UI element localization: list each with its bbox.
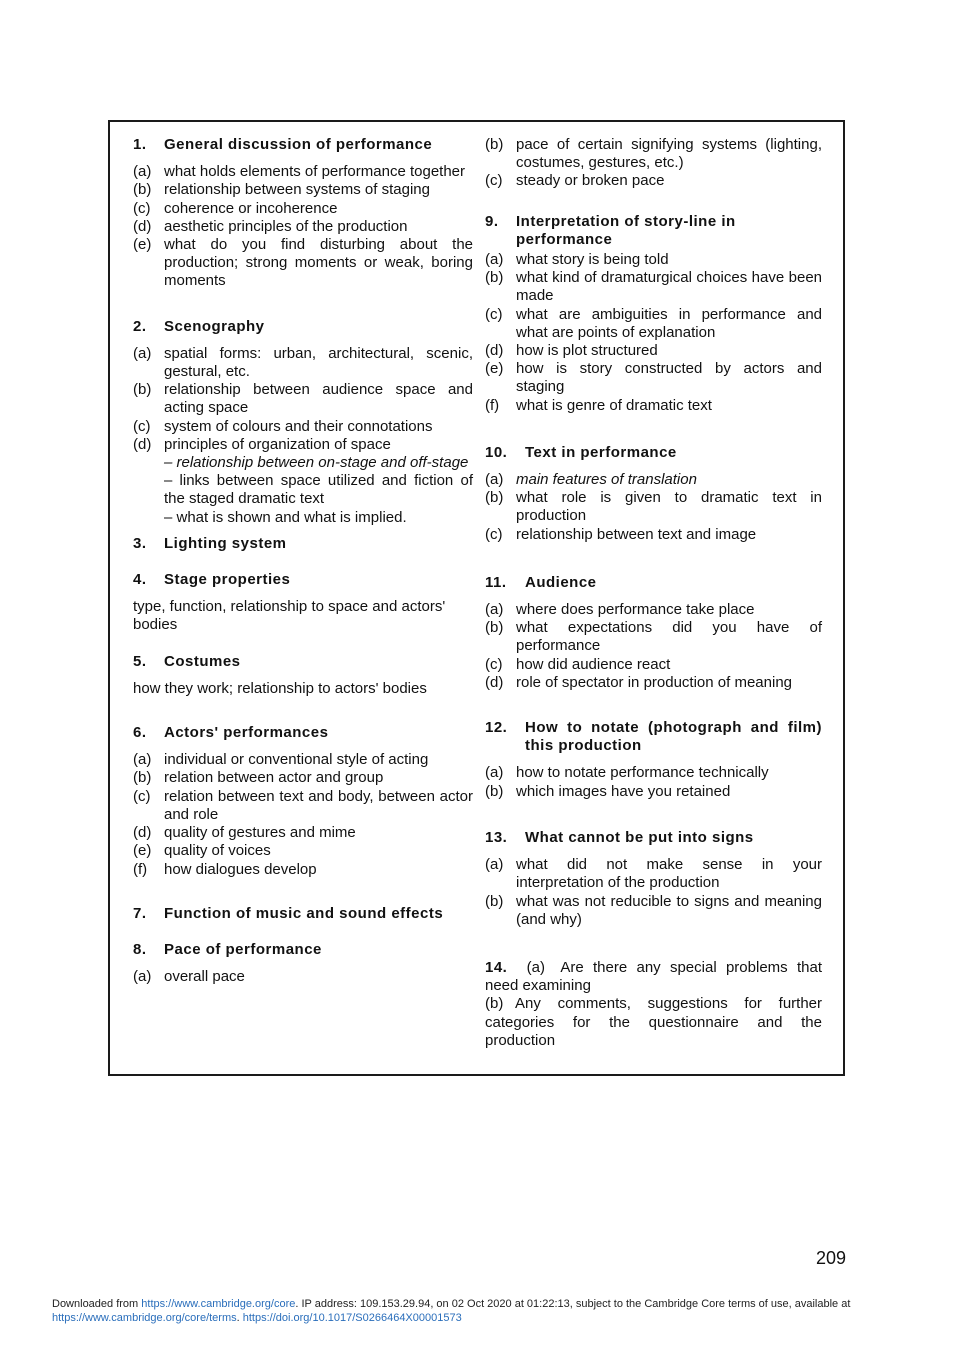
section-title: Scenography: [164, 317, 265, 335]
item-text: how dialogues develop: [164, 860, 317, 878]
item-text: relationship between text and image: [516, 525, 757, 543]
list-item: [485, 619, 822, 655]
footer-link-core[interactable]: https://www.cambridge.org/core: [141, 1298, 296, 1310]
item-text: what role is given to dramatic text in production: [516, 489, 822, 525]
section-title: General discussion of performance: [164, 136, 433, 153]
section-number: 9.: [485, 212, 499, 230]
item-text: what expectations did you have of performance: [516, 619, 822, 655]
item-text: what is genre of dramatic text: [516, 396, 712, 414]
list-item: [485, 172, 822, 190]
item-text: spatial forms: urban, architectural, scenic, gestural, etc.: [164, 344, 473, 381]
item-label: (b): [133, 381, 152, 399]
item-text: what did not make sense in your interpretation of the production: [516, 856, 822, 892]
footer-middle: . IP address: 109.153.29.94, on 02 Oct 2020 at 01:22:13, subject to the Cambridge Core terms of use, available at: [295, 1298, 851, 1310]
item-text: individual or conventional style of acting: [164, 751, 429, 769]
list-item: [133, 968, 473, 986]
footer-link-doi[interactable]: https://doi.org/10.1017/S0266464X00001573: [242, 1312, 462, 1324]
section-heading: [133, 653, 473, 671]
list-item: [133, 236, 473, 291]
section-7: [133, 905, 473, 923]
item-label: (b): [133, 181, 152, 199]
list-item: [485, 526, 822, 544]
section-4: [133, 571, 473, 635]
list-item: [133, 769, 473, 787]
item-text: relationship between systems of staging: [164, 181, 430, 199]
section-number: 10.: [485, 443, 508, 461]
item-text: what was not reducible to signs and meaning (and why): [516, 892, 822, 928]
item-text: what are ambiguities in performance and what are points of explanation: [516, 305, 822, 341]
list-item: [133, 824, 473, 842]
item-label: (a): [485, 601, 504, 619]
item-label: (c): [485, 172, 503, 190]
item-label: (d): [133, 824, 152, 842]
left-column: [133, 136, 473, 986]
item-text: relationship between audience space and acting space: [164, 381, 473, 417]
questionnaire-box: [108, 120, 845, 1076]
item-text: what kind of dramaturgical choices have been made: [516, 269, 822, 305]
page-number: 209: [816, 1248, 847, 1268]
section-number: 2.: [133, 317, 147, 335]
section-11: [485, 574, 822, 692]
item-label: (c): [133, 417, 151, 435]
section-title: Stage properties: [164, 571, 291, 589]
item-text: relation between text and body, between actor and role: [164, 787, 473, 823]
list-item: [133, 436, 473, 454]
section-2: [133, 318, 473, 527]
item-label: (b): [485, 269, 504, 287]
list-item: [485, 471, 822, 489]
section-10: [485, 444, 822, 544]
list-item: [133, 418, 473, 436]
section-number: 1.: [133, 136, 147, 153]
section-heading: [133, 318, 473, 336]
item-text: where does performance take place: [516, 601, 755, 619]
item-label: (a): [133, 163, 152, 181]
section-number: 13.: [485, 828, 508, 846]
item-text: Any comments, suggestions for further categories for the questionnaire and the production: [485, 995, 822, 1049]
list-item: [133, 788, 473, 824]
footer-link-terms[interactable]: https://www.cambridge.org/core/terms: [52, 1312, 237, 1324]
list-item: [133, 345, 473, 381]
section-heading: [133, 941, 473, 959]
footer-prefix: Downloaded from: [52, 1298, 142, 1310]
section-number: 12.: [485, 719, 508, 737]
sub-point: – what is shown and what is implied.: [164, 508, 407, 526]
item-label: (d): [133, 435, 152, 453]
item-text: how to notate performance technically: [516, 764, 769, 782]
list-item: [133, 200, 473, 218]
section-title: Function of music and sound effects: [164, 904, 444, 922]
right-column: [485, 136, 822, 1050]
section-heading: [133, 905, 473, 923]
item-label: (b): [485, 136, 504, 153]
section-body: how they work; relationship to actors' bodies: [133, 679, 427, 697]
section-12: [485, 719, 822, 801]
item-label: (b): [485, 892, 504, 910]
section-heading: [485, 444, 822, 462]
item-label: (b): [133, 769, 152, 787]
item-text: Are there any special problems that need examining: [485, 958, 822, 995]
section-14-part-a: [485, 959, 822, 995]
list-item: [485, 893, 822, 929]
item-text: relation between actor and group: [164, 769, 384, 787]
section-1: [133, 136, 473, 291]
section-title: Actors' performances: [164, 724, 329, 742]
list-item: [485, 397, 822, 415]
section-heading: [133, 724, 473, 742]
item-label: (a): [485, 856, 504, 874]
section-9: [485, 213, 822, 415]
section-title: Interpretation of story-line in performance: [516, 212, 736, 248]
section-heading: [133, 136, 473, 154]
item-label: (b): [485, 489, 504, 507]
item-text: how did audience react: [516, 655, 671, 673]
item-text: quality of gestures and mime: [164, 824, 356, 842]
download-footer: [52, 1297, 902, 1325]
section-3: [133, 535, 473, 553]
item-label: (b): [485, 995, 504, 1013]
item-label: (a): [485, 471, 504, 489]
item-label: (d): [485, 342, 504, 360]
item-text: what holds elements of performance together: [164, 163, 466, 181]
item-text: principles of organization of space: [164, 435, 391, 453]
item-text: aesthetic principles of the production: [164, 217, 408, 235]
list-item: [133, 381, 473, 417]
list-item: [485, 489, 822, 525]
list-item: [485, 856, 822, 892]
section-number: 5.: [133, 652, 147, 670]
section-number: 4.: [133, 571, 147, 589]
list-item: [485, 656, 822, 674]
section-title: What cannot be put into signs: [525, 828, 754, 846]
item-label: (a): [133, 968, 152, 986]
list-item: [485, 764, 822, 782]
list-item: [133, 861, 473, 879]
list-item: [485, 360, 822, 396]
section-14-part-b: [485, 995, 822, 1050]
item-text: role of spectator in production of meaning: [516, 673, 792, 691]
list-item: [133, 163, 473, 181]
item-label: (c): [485, 525, 503, 543]
item-label: (e): [485, 360, 504, 378]
item-text: quality of voices: [164, 842, 271, 860]
list-item: [485, 251, 822, 269]
sub-point: – relationship between on-stage and off-stage: [164, 454, 469, 472]
list-item: [485, 269, 822, 305]
list-item: [133, 751, 473, 769]
section-heading: [485, 574, 822, 592]
item-text: what do you find disturbing about the production; strong moments or weak, boring moments: [164, 236, 473, 290]
section-6: [133, 724, 473, 879]
section-8: [133, 941, 473, 986]
section-8-continued: [485, 136, 822, 191]
list-item: [485, 783, 822, 801]
list-item: [133, 218, 473, 236]
sub-point: – links between space utilized and fiction of the staged dramatic text: [164, 472, 473, 508]
section-number: 14.: [485, 958, 508, 976]
section-13: [485, 829, 822, 929]
item-text: pace of certain signifying systems (lighting, costumes, gestures, etc.): [516, 136, 822, 172]
item-label: (e): [133, 236, 152, 254]
list-item: [485, 674, 822, 692]
section-number: 3.: [133, 534, 147, 552]
section-title: Pace of performance: [164, 940, 322, 958]
section-heading: [485, 829, 822, 847]
item-label: (a): [133, 344, 152, 362]
item-label: (b): [485, 619, 504, 637]
item-label: (f): [485, 396, 500, 414]
section-title: Lighting system: [164, 534, 287, 552]
section-heading: [133, 571, 473, 589]
list-item: [133, 181, 473, 199]
item-label: (a): [485, 764, 504, 782]
item-label: (b): [485, 782, 504, 800]
section-5: [133, 653, 473, 698]
item-label: (c): [485, 655, 503, 673]
section-heading: [485, 719, 822, 755]
list-item: [485, 601, 822, 619]
item-label: (d): [485, 673, 504, 691]
section-body: type, function, relationship to space and actors' bodies: [133, 598, 446, 634]
item-label: (a): [526, 958, 546, 976]
item-text: how is story constructed by actors and staging: [516, 360, 822, 396]
section-number: 7.: [133, 904, 147, 922]
section-heading: [485, 213, 822, 249]
item-label: (f): [133, 860, 148, 878]
item-text: coherence or incoherence: [164, 199, 338, 217]
footer-sep: .: [236, 1312, 243, 1324]
section-title: Text in performance: [525, 443, 677, 461]
item-label: (a): [485, 251, 504, 269]
section-heading: [133, 535, 473, 553]
section-title: Costumes: [164, 652, 241, 670]
list-item: [485, 342, 822, 360]
item-text: which images have you retained: [516, 782, 731, 800]
section-number: 6.: [133, 724, 147, 742]
item-label: (c): [485, 305, 503, 323]
item-text: what story is being told: [516, 251, 669, 269]
list-item: [133, 842, 473, 860]
section-number: 8.: [133, 940, 147, 958]
item-label: (a): [133, 751, 152, 769]
item-text: overall pace: [164, 968, 245, 986]
list-item: [485, 306, 822, 342]
section-title: Audience: [525, 573, 597, 591]
item-label: (c): [133, 199, 151, 217]
item-text: how is plot structured: [516, 342, 658, 360]
section-number: 11.: [485, 573, 507, 591]
section-14: [485, 959, 822, 1050]
item-text: steady or broken pace: [516, 172, 665, 190]
item-label: (d): [133, 217, 152, 235]
item-text: main features of translation: [516, 471, 697, 489]
item-label: (e): [133, 842, 152, 860]
list-item: [485, 136, 822, 172]
item-text: system of colours and their connotations: [164, 417, 433, 435]
item-label: (c): [133, 787, 151, 805]
section-title: How to notate (photograph and film) this production: [525, 719, 822, 755]
